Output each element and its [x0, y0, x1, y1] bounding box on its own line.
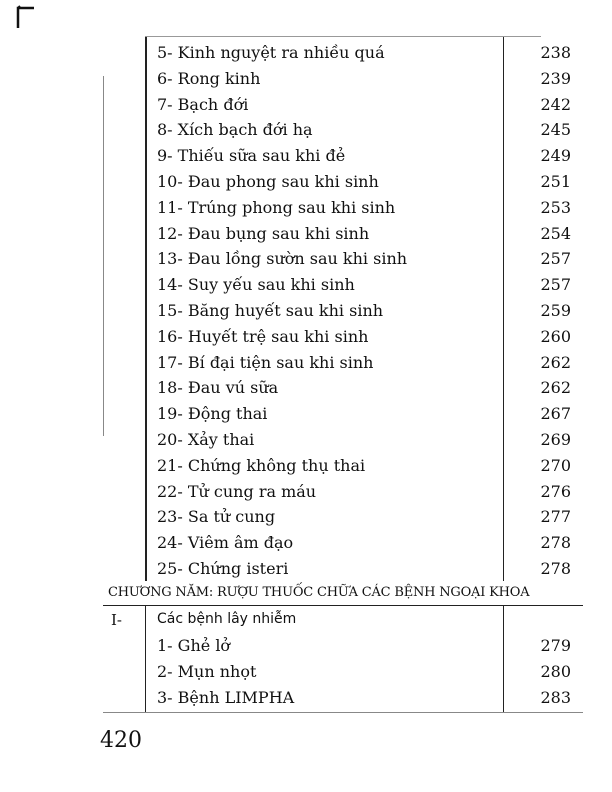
chapter-heading: CHƯƠNG NĂM: RƯỢU THUỐC CHỮA CÁC BỆNH NGOẠI KHOA — [108, 585, 530, 600]
toc-entry-title: 6- Rong kinh — [157, 68, 261, 88]
section-entry — [103, 685, 583, 711]
toc-entry — [103, 92, 583, 118]
toc-entry — [103, 530, 583, 556]
toc-entry — [103, 401, 583, 427]
toc-entry-title: 24- Viêm âm đạo — [157, 533, 294, 553]
toc-entry — [103, 169, 583, 195]
toc-entry-page: 276 — [540, 481, 571, 501]
toc-entry-title: 17- Bí đại tiện sau khi sinh — [157, 352, 374, 372]
toc-entry-title: 8- Xích bạch đới hạ — [157, 120, 313, 140]
section-top-rule — [103, 605, 583, 606]
toc-entry-title: 20- Xảy thai — [157, 430, 255, 449]
toc-entry-page: 242 — [540, 94, 571, 114]
toc-entry — [103, 221, 583, 247]
toc-top-rule — [145, 36, 541, 37]
page-number: 420 — [100, 728, 142, 753]
toc-table — [103, 36, 583, 581]
section-bottom-rule — [103, 712, 583, 713]
toc-entry — [103, 427, 583, 453]
toc-entry — [103, 504, 583, 530]
toc-entry-title: 16- Huyết trệ sau khi sinh — [157, 326, 369, 346]
toc-entry-title: 12- Đau bụng sau khi sinh — [157, 223, 370, 243]
toc-entry-page: 278 — [540, 559, 571, 578]
toc-entry-page: 257 — [540, 249, 571, 269]
toc-entry — [103, 324, 583, 350]
toc-entry-title: 14- Suy yếu sau khi sinh — [157, 275, 355, 295]
section-entry-title: 1- Ghẻ lở — [157, 636, 231, 655]
toc-entry-page: 259 — [540, 301, 571, 320]
toc-entry — [103, 246, 583, 272]
toc-entry-title: 15- Băng huyết sau khi sinh — [157, 301, 384, 320]
toc-entry-title: 9- Thiếu sữa sau khi đẻ — [157, 146, 346, 166]
corner-bracket-icon — [14, 4, 36, 30]
corner-mark — [14, 4, 36, 30]
toc-entry-page: 269 — [540, 430, 571, 449]
toc-entry-title: 23- Sa tử cung — [157, 507, 276, 527]
section-heading: Các bệnh lây nhiễm — [157, 611, 297, 627]
toc-entry-page: 262 — [540, 378, 571, 398]
toc-entry-page: 239 — [540, 68, 571, 88]
toc-entry-page: 249 — [540, 146, 571, 166]
section-entry-page: 279 — [540, 636, 571, 655]
toc-entry — [103, 350, 583, 376]
toc-entry-page: 257 — [540, 275, 571, 295]
toc-entry-page: 277 — [540, 507, 571, 527]
toc-entry-page: 260 — [540, 326, 571, 346]
toc-entry — [103, 40, 583, 66]
toc-entry — [103, 272, 583, 298]
toc-entry-page: 254 — [540, 223, 571, 243]
toc-entry-page: 270 — [540, 455, 571, 475]
toc-entry-page: 262 — [540, 352, 571, 372]
toc-entry-title: 5- Kinh nguyệt ra nhiều quá — [157, 43, 385, 62]
toc-entry — [103, 453, 583, 479]
toc-entry-title: 7- Bạch đới — [157, 94, 249, 114]
toc-entry — [103, 375, 583, 401]
toc-entry — [103, 66, 583, 92]
toc-entry — [103, 117, 583, 143]
section-table — [103, 605, 583, 713]
toc-entry-title: 21- Chứng không thụ thai — [157, 455, 366, 475]
toc-entry-page: 238 — [540, 43, 571, 62]
toc-entry — [103, 556, 583, 582]
toc-entry-page: 267 — [540, 404, 571, 424]
toc-entry-title: 19- Động thai — [157, 404, 268, 424]
toc-entry-page: 253 — [540, 197, 571, 217]
section-entry-page: 283 — [540, 688, 571, 707]
toc-entry — [103, 479, 583, 505]
toc-entry — [103, 195, 583, 221]
section-entry-title: 2- Mụn nhọt — [157, 662, 257, 681]
toc-entry-page: 245 — [540, 120, 571, 140]
toc-entry-page: 251 — [540, 172, 571, 191]
toc-entry — [103, 298, 583, 324]
toc-entry-title: 11- Trúng phong sau khi sinh — [157, 197, 396, 217]
toc-entry-title: 18- Đau vú sữa — [157, 378, 279, 398]
section-entry — [103, 633, 583, 659]
section-entry-title: 3- Bệnh LIMPHA — [157, 688, 295, 707]
toc-entry-title: 25- Chứng isteri — [157, 559, 289, 578]
section-number: I- — [111, 611, 122, 629]
toc-entry-title: 13- Đau lồng sườn sau khi sinh — [157, 249, 408, 269]
toc-entry-title: 10- Đau phong sau khi sinh — [157, 172, 379, 191]
section-entry-page: 280 — [540, 662, 571, 681]
toc-entry-title: 22- Tử cung ra máu — [157, 481, 317, 501]
toc-entry-page: 278 — [540, 533, 571, 553]
section-entry — [103, 659, 583, 685]
toc-entry — [103, 143, 583, 169]
